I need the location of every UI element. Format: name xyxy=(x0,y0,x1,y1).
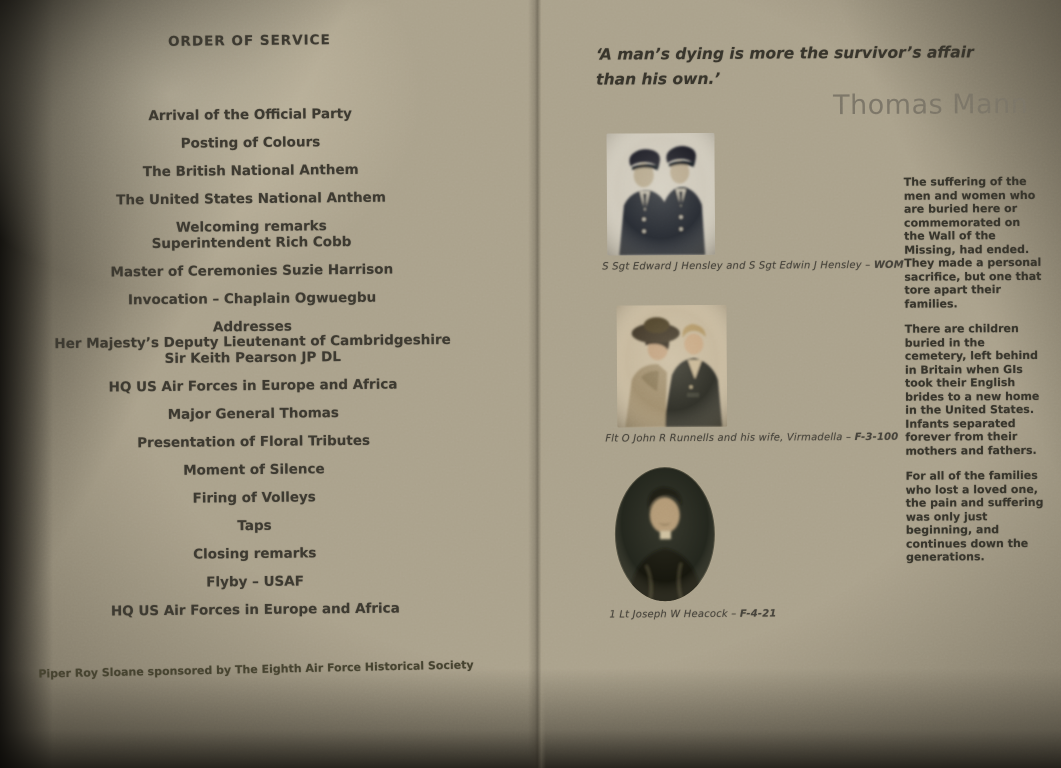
order-item: The British National Anthem xyxy=(142,161,359,181)
order-item: Moment of Silence xyxy=(183,460,325,479)
order-item: Posting of Colours xyxy=(180,134,321,152)
quote-text: ‘A man’s dying is more the survivor’s affair than his own.’ xyxy=(595,43,974,89)
two-soldiers-photo xyxy=(606,133,715,256)
order-item: Closing remarks xyxy=(193,544,317,563)
oval-portrait-photo xyxy=(612,465,717,604)
page-title: ORDER OF SERVICE xyxy=(167,32,331,50)
couple-photo xyxy=(617,305,728,428)
commentary-paragraph: The suffering of the men and women who are buried here or commemorated on the Wall of the Missing, had ended. They made a personal sacrifice, but one that tore apart their families. xyxy=(903,174,1042,311)
order-item: HQ US Air Forces in Europe and Africa xyxy=(110,599,400,619)
order-item: Firing of Volleys xyxy=(192,488,316,507)
commentary-column xyxy=(904,175,1046,576)
order-item: HQ US Air Forces in Europe and Africa xyxy=(108,375,398,396)
order-item: Presentation of Floral Tributes xyxy=(137,432,371,451)
commentary-paragraph: There are children buried in the cemetery, left behind in Britain when GIs took their English brides to a new home in the United States. Infants separated forever from their mothers and fathers. xyxy=(904,322,1040,458)
order-item: Invocation – Chaplain Ogwuegbu xyxy=(127,289,377,308)
caption-text: Flt O John R Runnells and his wife, Virmadella – xyxy=(605,432,855,445)
grave-reference: WOM xyxy=(873,259,904,271)
photo-runnells-couple xyxy=(600,304,901,445)
order-item: Taps xyxy=(237,517,272,534)
order-item: Arrival of the Official Party xyxy=(148,105,353,125)
photo-heacock-portrait xyxy=(600,464,901,621)
order-item: Flyby – USAF xyxy=(206,572,304,590)
grave-reference: F-3-100 xyxy=(854,431,899,444)
photo-caption xyxy=(602,260,904,273)
order-item: Welcoming remarks Superintendent Rich Cobb xyxy=(151,218,352,252)
order-item: The United States National Anthem xyxy=(116,189,386,209)
order-item: Addresses Her Majesty’s Deputy Lieutenant of Cambridgeshire Sir Keith Pearson JP DL xyxy=(54,318,451,367)
sponsor-note: Piper Roy Sloane sponsored by The Eighth Air Force Historical Society xyxy=(38,658,474,681)
quote-attribution: Thomas Mann xyxy=(833,88,1029,122)
commentary-paragraph: For all of the families who lost a loved one, the pain and suffering was only just beginning, and continues down the generations. xyxy=(905,468,1044,564)
photo-caption xyxy=(605,432,898,445)
photo-hensley-brothers xyxy=(598,132,904,273)
photo-caption xyxy=(609,609,776,621)
caption-text: 1 Lt Joseph W Heacock – xyxy=(609,608,740,621)
caption-text: S Sgt Edward J Hensley and S Sgt Edwin J Hensley – xyxy=(602,259,874,273)
order-item: Major General Thomas xyxy=(167,404,339,423)
grave-reference: F-4-21 xyxy=(739,608,777,620)
order-item: Master of Ceremonies Suzie Harrison xyxy=(110,261,394,280)
